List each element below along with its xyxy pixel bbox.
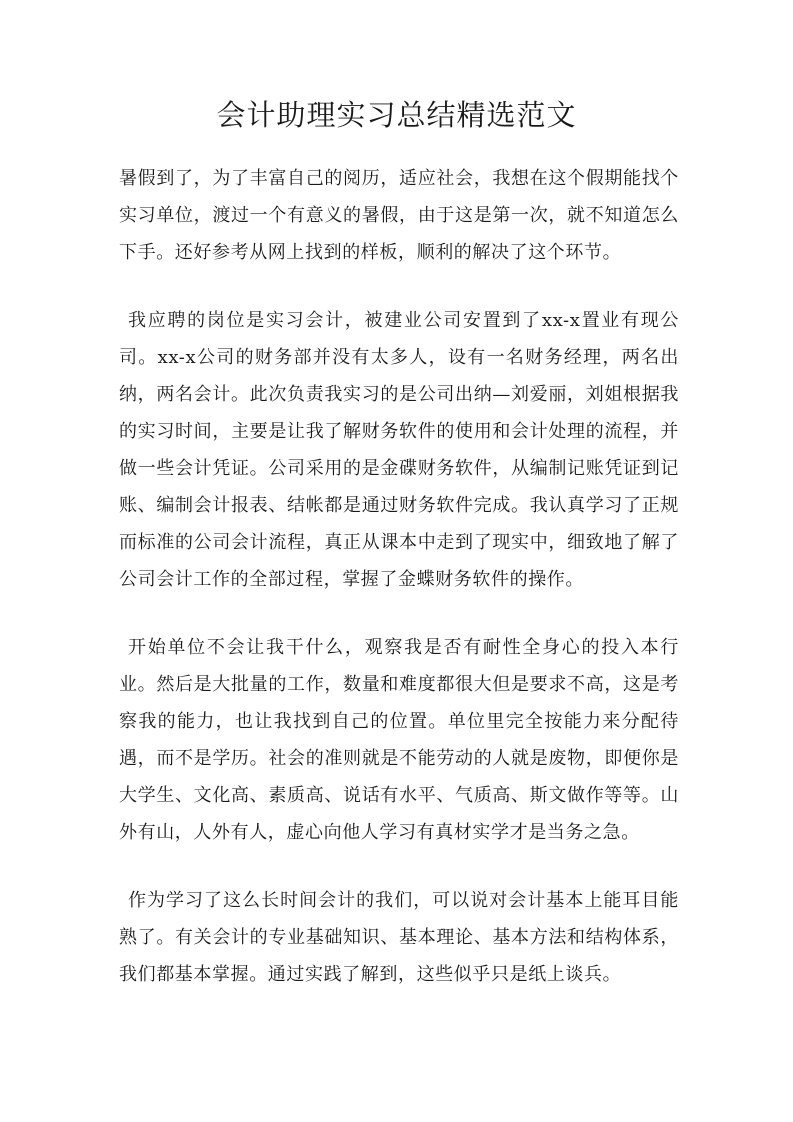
paragraph-3: 开始单位不会让我干什么，观察我是否有耐性全身心的投入本行业。然后是大批量的工作，数量和难度都很大但是要求不高，这是考察我的能力，也让我找到自己的位置。单位里完全按能力来分配待遇，而不是学历。社会的准则就是不能劳动的人就是废物，即便你是大学生、文化高、素质高、说话有水平、气质高、斯文做作等等。山外有山，人外有人，虚心向他人学习有真材实学才是当务之急。	[119, 637, 679, 843]
paragraph-2: 我应聘的岗位是实习会计，被建业公司安置到了xx-x置业有现公司。xx-x公司的财务部并没有太多人，设有一名财务经理，两名出纳，两名会计。此次负责我实习的是公司出纳—刘爱丽，刘姐根据我的实习时间，主要是让我了解财务软件的使用和会计处理的流程，并做一些会计凭证。公司采用的是金碟财务软件，从编制记账凭证到记账、编制会计报表、结帐都是通过财务软件完成。我认真学习了正规而标准的公司会计流程，真正从课本中走到了现实中，细致地了解了公司会计工作的全部过程，掌握了金蝶财务软件的操作。	[119, 310, 679, 590]
document-body	[119, 160, 679, 1024]
paragraph-1: 暑假到了，为了丰富自己的阅历，适应社会，我想在这个假期能找个实习单位，渡过一个有意义的暑假，由于这是第一次，就不知道怎么下手。还好参考从网上找到的样板，顺利的解决了这个环节。	[119, 168, 679, 263]
document-title: 会计助理实习总结精选范文	[216, 98, 577, 132]
paragraph-4: 作为学习了这么长时间会计的我们，可以说对会计基本上能耳目能熟了。有关会计的专业基础知识、基本理论、基本方法和结构体系，我们都基本掌握。通过实践了解到，这些似乎只是纸上谈兵。	[119, 890, 679, 985]
